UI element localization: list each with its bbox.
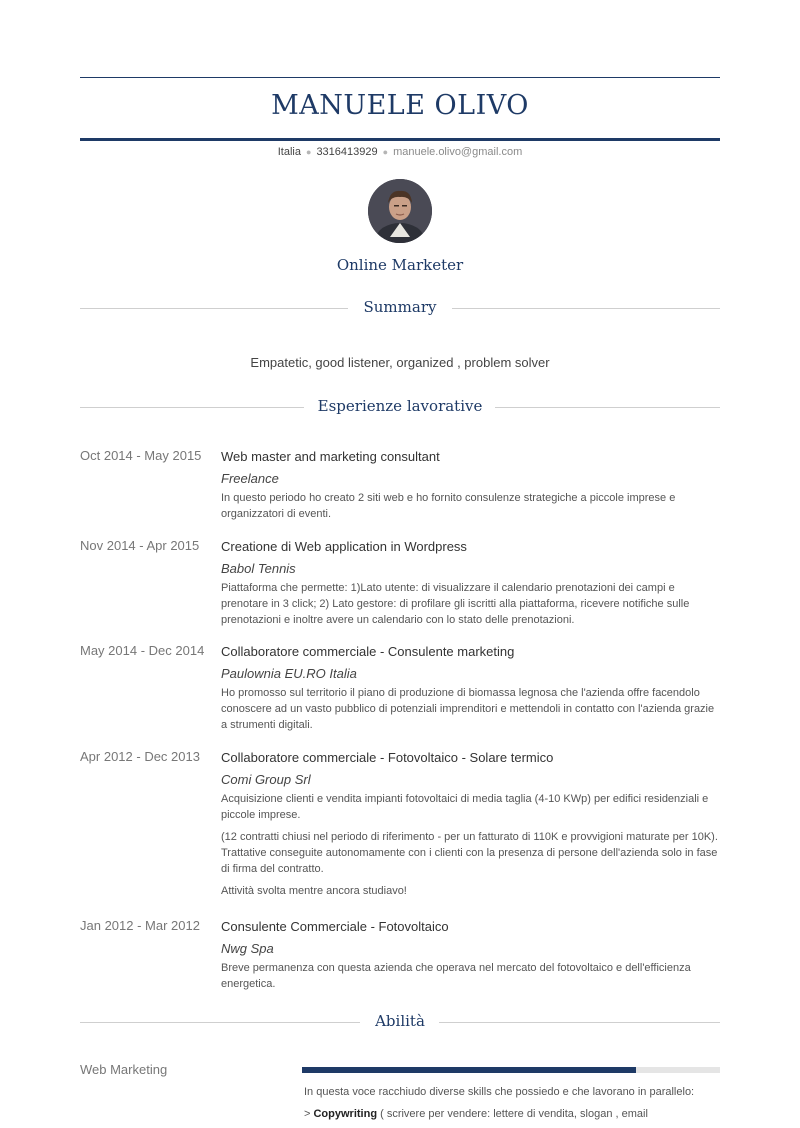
job-role: Web master and marketing consultant <box>221 449 440 464</box>
name-rule <box>80 138 720 141</box>
job-description <box>221 960 721 992</box>
section-heading: Summary <box>363 298 437 316</box>
job-description <box>221 685 721 733</box>
job-role: Creatione di Web application in Wordpress <box>221 539 467 554</box>
candidate-name: MANUELE OLIVO <box>271 90 529 121</box>
skill-bullet <box>304 1106 720 1122</box>
skill-intro: In questa voce racchiudo diverse skills che possiedo e che lavorano in parallelo: <box>304 1086 695 1098</box>
skill-description <box>304 1084 720 1128</box>
job-company: Babol Tennis <box>221 561 296 576</box>
description-paragraph: (12 contratti chiusi nel periodo di riferimento - per un fatturato di 110K e provvigioni maturate per 10K). Trattative conseguite autonomamente con i clienti con la presenza di persone dell'azienda solo in fase di firma del contratto. <box>221 831 718 875</box>
job-dates: Apr 2012 - Dec 2013 <box>80 749 200 764</box>
bullet-keyword: Copywriting <box>313 1108 378 1120</box>
skill-name: Web Marketing <box>80 1062 168 1077</box>
job-description <box>221 490 721 522</box>
job-company: Freelance <box>221 471 279 486</box>
skills-section-title <box>80 1012 720 1032</box>
job-headline: Online Marketer <box>336 256 464 274</box>
section-heading: Esperienze lavorative <box>317 397 483 415</box>
description-paragraph: In questo periodo ho creato 2 siti web e ho fornito consulenze strategiche a piccole imprese e organizzatori di eventi. <box>221 492 676 520</box>
avatar <box>368 179 432 243</box>
bullet-prefix: > <box>304 1108 314 1120</box>
job-dates: May 2014 - Dec 2014 <box>80 643 205 658</box>
portrait-photo <box>368 179 432 243</box>
job-dates: Oct 2014 - May 2015 <box>80 448 202 463</box>
separator-dot: ● <box>382 147 389 158</box>
description-paragraph: Piattaforma che permette: 1)Lato utente: di visualizzare il calendario prenotazioni dei campi e prenotare in 3 click; 2) Lato gestore: di profilare gli iscritti alla piattaforma, ricevere notifiche sulle prenotazioni e inoltre avere un calendario con lo stato delle prenotazioni. <box>221 582 690 626</box>
summary-section-title <box>80 298 720 318</box>
job-company: Nwg Spa <box>221 941 274 956</box>
skill-level-bar <box>302 1067 636 1073</box>
top-rule <box>80 77 720 78</box>
job-description <box>221 791 721 899</box>
bullet-text: ( scrivere per vendere: lettere di vendita, slogan , email <box>377 1108 648 1120</box>
job-role: Collaboratore commerciale - Consulente marketing <box>221 644 515 659</box>
separator-dot: ● <box>306 147 312 158</box>
job-dates: Nov 2014 - Apr 2015 <box>80 538 200 553</box>
contact-line <box>80 146 720 158</box>
job-dates: Jan 2012 - Mar 2012 <box>80 918 200 933</box>
email-link[interactable]: manuele.olivo@gmail.com <box>393 146 523 158</box>
job-company: Comi Group Srl <box>221 772 311 787</box>
job-role: Consulente Commerciale - Fotovoltaico <box>221 919 449 934</box>
country: Italia <box>277 146 301 158</box>
summary-text: Empatetic, good listener, organized , problem solver <box>250 355 550 370</box>
job-company: Paulownia EU.RO Italia <box>221 666 357 681</box>
job-description <box>221 580 721 628</box>
description-paragraph: Breve permanenza con questa azienda che operava nel mercato del fotovoltaico e dell'efficienza energetica. <box>221 962 691 990</box>
description-paragraph: Acquisizione clienti e vendita impianti fotovoltaici di media taglia (4-10 KWp) per edifici residenziali e piccole imprese. <box>221 793 709 821</box>
experience-section-title <box>80 397 720 417</box>
job-role: Collaboratore commerciale - Fotovoltaico - Solare termico <box>221 750 554 765</box>
phone[interactable]: 3316413929 <box>316 146 378 158</box>
description-paragraph: Attività svolta mentre ancora studiavo! <box>221 885 407 897</box>
section-heading: Abilità <box>375 1012 425 1030</box>
description-paragraph: Ho promosso sul territorio il piano di produzione di biomassa legnosa che l'azienda offre facendolo conoscere ad un vasto pubblico di potenziali imprenditori e mettendoli in contatto con l'azienda grazie a strumenti digitali. <box>221 687 715 731</box>
